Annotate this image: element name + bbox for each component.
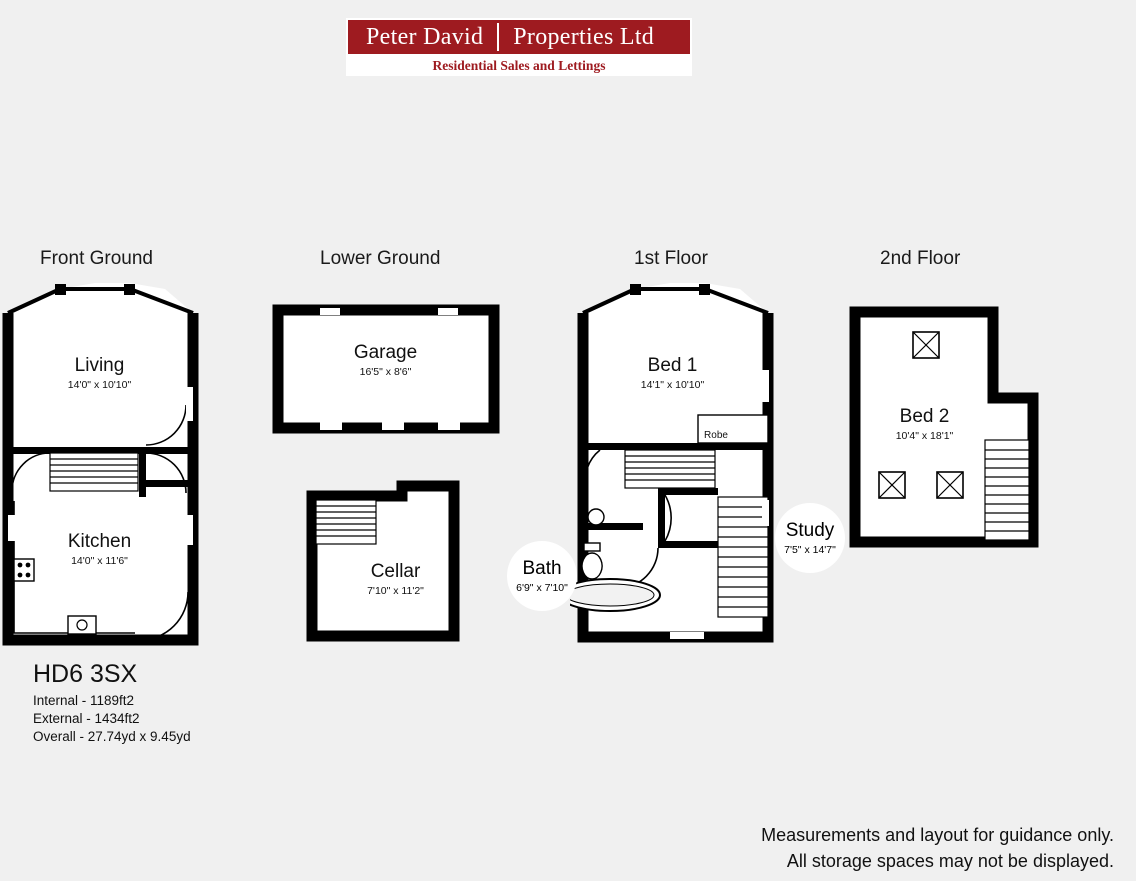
floor-title-second-floor: 2nd Floor: [880, 248, 961, 269]
room-name-kitchen: Kitchen: [67, 531, 132, 552]
floor-title-lower-ground: Lower Ground: [320, 248, 441, 269]
overall-dimensions: Overall - 27.74yd x 9.45yd: [33, 729, 191, 744]
room-dims-bath: 6'9" x 7'10": [516, 582, 568, 594]
room-name-bed1: Bed 1: [647, 355, 698, 376]
room-name-bath: Bath: [522, 558, 562, 579]
room-label-cellar: [328, 561, 463, 597]
room-dims-cellar: 7'10" x 11'2": [367, 584, 424, 597]
room-label-kitchen: [32, 531, 167, 567]
logo-tagline: Residential Sales and Lettings: [432, 58, 606, 73]
room-name-bed2: Bed 2: [899, 406, 950, 427]
room-label-bed2: [857, 406, 992, 442]
floor-title-front-ground: Front Ground: [40, 248, 153, 269]
logo-name-left: Peter David: [366, 23, 484, 50]
logo-name-right: Properties Ltd: [513, 23, 655, 50]
room-label-bed1: [605, 355, 740, 391]
postcode: HD6 3SX: [33, 660, 138, 688]
room-dims-bed1: 14'1" x 10'10": [640, 378, 705, 391]
area-summary: [33, 692, 191, 746]
room-name-living: Living: [74, 355, 125, 376]
room-dims-living: 14'0" x 10'10": [67, 378, 132, 391]
room-name-cellar: Cellar: [370, 561, 421, 582]
room-dims-kitchen: 14'0" x 11'6": [71, 554, 128, 567]
room-label-robe: [686, 430, 746, 442]
logo-banner: [346, 18, 692, 56]
disclaimer: [761, 822, 1114, 874]
room-label-study: [775, 503, 845, 573]
room-dims-garage: 16'5" x 8'6": [359, 365, 412, 378]
internal-area: Internal - 1189ft2: [33, 693, 135, 708]
room-dims-study: 7'5" x 14'7": [784, 544, 836, 556]
floor-title-first-floor: 1st Floor: [634, 248, 708, 269]
disclaimer-line-1: Measurements and layout for guidance only.: [761, 825, 1114, 845]
room-label-bath: [507, 541, 577, 611]
room-label-garage: [318, 342, 453, 378]
room-dims-bed2: 10'4" x 18'1": [895, 429, 954, 442]
company-logo: [346, 18, 692, 76]
plan-first-floor: [570, 275, 810, 650]
disclaimer-line-2: All storage spaces may not be displayed.: [786, 851, 1114, 871]
room-name-study: Study: [785, 520, 835, 541]
room-name-garage: Garage: [353, 342, 418, 363]
plan-front-ground: [0, 275, 260, 650]
external-area: External - 1434ft2: [33, 711, 140, 726]
plan-front-ground-svg: [0, 275, 260, 650]
room-name-robe: Robe: [704, 430, 728, 441]
room-label-living: [32, 355, 167, 391]
plan-first-floor-svg: [570, 275, 810, 650]
